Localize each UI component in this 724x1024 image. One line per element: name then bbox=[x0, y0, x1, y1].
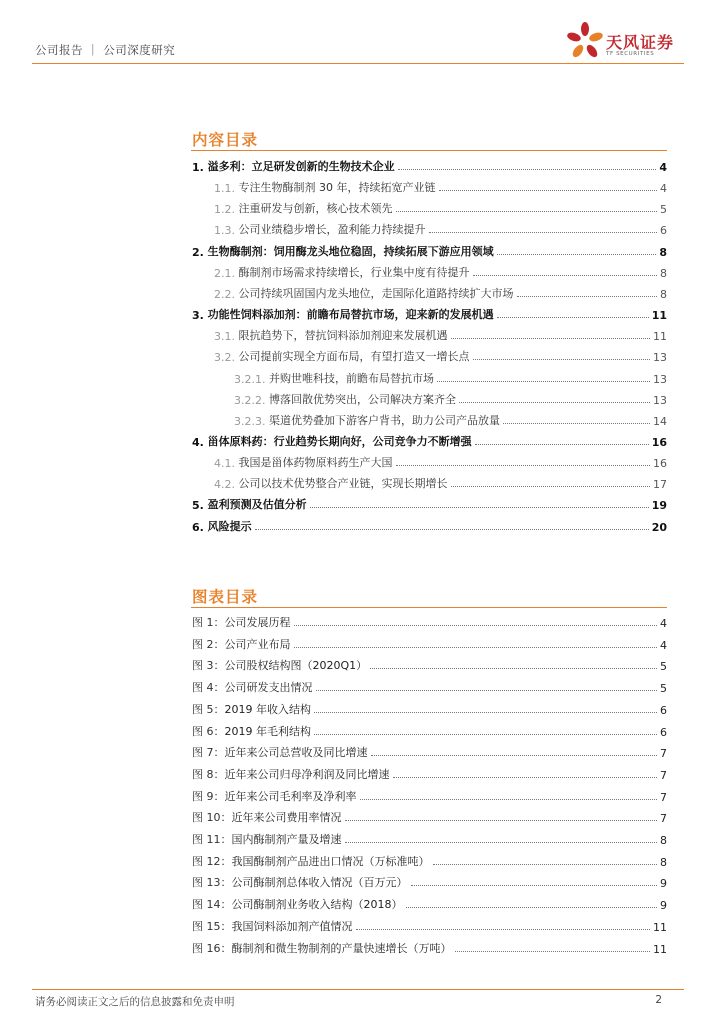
figure-entry[interactable] bbox=[192, 938, 667, 956]
toc-entry[interactable] bbox=[214, 325, 667, 343]
dot-leader bbox=[459, 402, 650, 403]
figure-entry[interactable] bbox=[192, 786, 667, 804]
entry-label: 近年来公司归母净利润及同比增速 bbox=[224, 767, 390, 781]
entry-page: 11 bbox=[651, 309, 667, 323]
dot-leader bbox=[406, 907, 658, 908]
logo-name: 天风证券 bbox=[606, 33, 675, 52]
toc-title-divider bbox=[191, 150, 667, 151]
company-logo bbox=[566, 20, 690, 62]
entry-page: 8 bbox=[660, 266, 667, 280]
entry-num: 3.2. bbox=[214, 351, 239, 365]
dot-leader bbox=[345, 842, 658, 843]
logo-subtitle: TF SECURITIES bbox=[606, 51, 655, 57]
footer-divider bbox=[32, 989, 684, 990]
toc-entry[interactable] bbox=[192, 494, 667, 512]
dot-leader bbox=[503, 423, 650, 424]
toc-entry[interactable] bbox=[214, 283, 667, 301]
toc-entry[interactable] bbox=[192, 516, 667, 534]
dot-leader bbox=[396, 465, 651, 466]
entry-num: 图 15： bbox=[192, 919, 232, 933]
entry-num: 4.1. bbox=[214, 457, 239, 471]
dot-leader bbox=[451, 338, 651, 339]
entry-label: 2019 年收入结构 bbox=[224, 702, 311, 716]
figure-entry[interactable] bbox=[192, 742, 667, 760]
entry-page: 4 bbox=[660, 617, 667, 630]
entry-label: 功能性饲料添加剂：前瞻布局替抗市场，迎来新的发展机遇 bbox=[207, 308, 494, 322]
entry-label: 盈利预测及估值分析 bbox=[207, 498, 307, 512]
toc-title: 内容目录 bbox=[192, 131, 259, 149]
toc-entry[interactable] bbox=[234, 368, 667, 386]
report-type-header: 公司报告 ｜ 公司深度研究 bbox=[35, 43, 176, 57]
dot-leader bbox=[370, 668, 657, 669]
entry-num: 图 9： bbox=[192, 789, 225, 803]
dot-leader bbox=[393, 777, 658, 778]
entry-page: 4 bbox=[660, 638, 667, 652]
entry-num: 图 16： bbox=[192, 941, 232, 955]
entry-num: 2. bbox=[192, 245, 208, 259]
entry-num: 图 13： bbox=[192, 876, 232, 890]
entry-label: 风险提示 bbox=[207, 519, 252, 533]
dot-leader bbox=[360, 799, 658, 800]
entry-num: 1.1. bbox=[214, 182, 239, 196]
figure-entry[interactable] bbox=[192, 677, 667, 695]
entry-num: 1. bbox=[192, 161, 208, 174]
entry-page: 5 bbox=[660, 203, 667, 217]
toc-entry[interactable] bbox=[214, 452, 667, 470]
toc-entry[interactable] bbox=[234, 410, 667, 428]
footer-disclaimer: 请务必阅读正文之后的信息披露和免责申明 bbox=[35, 996, 235, 1008]
dot-leader bbox=[497, 317, 649, 318]
entry-page: 8 bbox=[659, 245, 667, 259]
page-number: 2 bbox=[655, 994, 662, 1006]
entry-label: 近年来公司费用率情况 bbox=[231, 811, 342, 825]
entry-label: 公司以技术优势整合产业链，实现长期增长 bbox=[238, 477, 448, 491]
entry-page: 14 bbox=[653, 414, 667, 428]
figure-entry[interactable] bbox=[192, 721, 667, 739]
figure-entry[interactable] bbox=[192, 894, 667, 912]
dot-leader bbox=[310, 507, 649, 508]
entry-page: 7 bbox=[660, 812, 667, 826]
dot-leader bbox=[517, 296, 658, 297]
entry-page: 8 bbox=[660, 834, 667, 847]
entry-page: 17 bbox=[653, 478, 667, 492]
entry-label: 溢多利：立足研发创新的生物技术企业 bbox=[207, 160, 395, 173]
entry-num: 1.3. bbox=[214, 224, 239, 238]
dot-leader bbox=[345, 820, 658, 821]
entry-num: 图 2： bbox=[192, 637, 225, 651]
entry-label: 近年来公司总营收及同比增速 bbox=[224, 746, 368, 760]
entry-page: 13 bbox=[653, 393, 667, 407]
entry-page: 4 bbox=[660, 182, 667, 196]
entry-page: 6 bbox=[660, 224, 667, 238]
figure-entry[interactable] bbox=[192, 655, 667, 673]
entry-num: 2.1. bbox=[214, 266, 239, 280]
entry-label: 酶制剂市场需求持续增长，行业集中度有待提升 bbox=[238, 265, 470, 279]
dot-leader bbox=[437, 381, 650, 382]
entry-label: 2019 年毛利结构 bbox=[224, 724, 311, 738]
toc-entry[interactable] bbox=[192, 431, 667, 449]
entry-num: 图 1： bbox=[192, 616, 225, 629]
toc-entry[interactable] bbox=[214, 346, 667, 364]
figures-title: 图表目录 bbox=[192, 588, 259, 606]
dot-leader bbox=[475, 444, 649, 445]
figure-entry[interactable] bbox=[192, 764, 667, 782]
figure-entry[interactable] bbox=[192, 612, 667, 630]
dot-leader bbox=[411, 885, 658, 886]
entry-page: 13 bbox=[653, 372, 667, 386]
figure-entry[interactable] bbox=[192, 807, 667, 825]
dot-leader bbox=[451, 486, 651, 487]
toc-entry[interactable] bbox=[192, 304, 667, 322]
toc-entry[interactable] bbox=[214, 219, 667, 237]
entry-num: 图 5： bbox=[192, 702, 225, 716]
entry-num: 4.2. bbox=[214, 478, 239, 492]
figure-entry[interactable] bbox=[192, 829, 667, 847]
figure-entry[interactable] bbox=[192, 872, 667, 890]
entry-num: 3.2.2. bbox=[234, 393, 269, 407]
dot-leader bbox=[473, 359, 651, 360]
toc-entry[interactable] bbox=[234, 389, 667, 407]
dot-leader bbox=[439, 190, 658, 191]
entry-label: 近年来公司毛利率及净利率 bbox=[224, 789, 357, 803]
entry-label: 博落回散优势突出，公司解决方案齐全 bbox=[268, 392, 456, 406]
entry-label: 专注生物酶制剂 30 年，持续拓宽产业链 bbox=[238, 181, 436, 195]
entry-num: 3.2.1. bbox=[234, 372, 269, 386]
entry-num: 5. bbox=[192, 499, 208, 513]
entry-page: 7 bbox=[660, 768, 667, 782]
dot-leader bbox=[433, 864, 658, 865]
entry-page: 8 bbox=[660, 855, 667, 869]
entry-num: 图 4： bbox=[192, 681, 225, 695]
figure-entry[interactable] bbox=[192, 916, 667, 934]
entry-page: 11 bbox=[653, 330, 667, 344]
entry-label: 酶制剂和微生物制剂的产量快速增长（万吨） bbox=[231, 941, 452, 955]
entry-page: 11 bbox=[653, 920, 667, 934]
dot-leader bbox=[294, 647, 658, 648]
entry-page: 11 bbox=[653, 942, 667, 956]
entry-label: 公司产业布局 bbox=[224, 637, 291, 651]
entry-label: 限抗趋势下，替抗饲料添加剂迎来发展机遇 bbox=[238, 329, 448, 343]
entry-page: 20 bbox=[651, 520, 667, 534]
dot-leader bbox=[398, 169, 657, 170]
entry-page: 7 bbox=[660, 747, 667, 761]
entry-label: 公司业绩稳步增长，盈利能力持续提升 bbox=[238, 223, 426, 237]
entry-num: 图 8： bbox=[192, 767, 225, 781]
entry-num: 2.2. bbox=[214, 287, 239, 301]
dot-leader bbox=[356, 929, 651, 930]
entry-page: 5 bbox=[660, 682, 667, 696]
figure-entry[interactable] bbox=[192, 699, 667, 717]
figure-entry[interactable] bbox=[192, 851, 667, 869]
figure-entry[interactable] bbox=[192, 634, 667, 652]
dot-leader bbox=[473, 275, 658, 276]
entry-page: 6 bbox=[660, 703, 667, 717]
entry-label: 生物酶制剂：饲用酶龙头地位稳固，持续拓展下游应用领域 bbox=[207, 244, 494, 258]
entry-num: 图 3： bbox=[192, 659, 225, 673]
entry-page: 9 bbox=[660, 899, 667, 913]
entry-num: 图 6： bbox=[192, 724, 225, 738]
entry-page: 8 bbox=[660, 287, 667, 301]
entry-page: 19 bbox=[651, 499, 667, 513]
dot-leader bbox=[316, 690, 658, 691]
entry-label: 我国是甾体药物原料药生产大国 bbox=[238, 456, 393, 470]
entry-page: 6 bbox=[660, 725, 667, 739]
entry-num: 图 10： bbox=[192, 811, 232, 825]
entry-num: 1.2. bbox=[214, 203, 239, 217]
entry-label: 并购世唯科技，前瞻布局替抗市场 bbox=[268, 371, 434, 385]
dot-leader bbox=[429, 232, 658, 233]
entry-num: 3. bbox=[192, 309, 208, 323]
toc-entry[interactable] bbox=[214, 177, 667, 195]
entry-num: 3.1. bbox=[214, 330, 239, 344]
entry-label: 甾体原料药：行业趋势长期向好，公司竞争力不断增强 bbox=[207, 434, 472, 448]
entry-label: 公司酶制剂业务收入结构（2018） bbox=[231, 898, 403, 912]
dot-leader bbox=[396, 211, 658, 212]
dot-leader bbox=[314, 712, 657, 713]
dot-leader bbox=[455, 951, 651, 952]
toc-entry[interactable] bbox=[214, 262, 667, 280]
entry-page: 7 bbox=[660, 790, 667, 804]
entry-label: 公司研发支出情况 bbox=[224, 681, 313, 695]
toc-entry[interactable] bbox=[214, 473, 667, 491]
entry-label: 公司酶制剂总体收入情况（百万元） bbox=[231, 876, 408, 890]
entry-num: 图 12： bbox=[192, 854, 232, 868]
entry-label: 我国酶制剂产品进出口情况（万标准吨） bbox=[231, 854, 430, 868]
dot-leader bbox=[294, 625, 658, 626]
entry-num: 图 7： bbox=[192, 746, 225, 760]
entry-page: 9 bbox=[660, 877, 667, 891]
entry-label: 公司股权结构图（2020Q1） bbox=[224, 659, 368, 673]
entry-page: 5 bbox=[660, 660, 667, 674]
toc-entry[interactable] bbox=[192, 241, 667, 259]
entry-num: 图 14： bbox=[192, 898, 232, 912]
entry-label: 公司持续巩固国内龙头地位，走国际化道路持续扩大市场 bbox=[238, 286, 514, 300]
dot-leader bbox=[497, 254, 657, 255]
entry-label: 公司发展历程 bbox=[224, 616, 291, 629]
entry-page: 13 bbox=[653, 351, 667, 365]
entry-page: 16 bbox=[653, 457, 667, 471]
entry-label: 渠道优势叠加下游客户背书，助力公司产品放量 bbox=[268, 413, 500, 427]
entry-num: 图 11： bbox=[192, 833, 232, 846]
entry-label: 注重研发与创新，核心技术领先 bbox=[238, 202, 393, 216]
entry-page: 4 bbox=[659, 161, 667, 174]
entry-page: 16 bbox=[651, 435, 667, 449]
entry-num: 4. bbox=[192, 435, 208, 449]
entry-num: 6. bbox=[192, 520, 208, 534]
entry-label: 国内酶制剂产量及增速 bbox=[231, 833, 342, 846]
entry-label: 我国饲料添加剂产值情况 bbox=[231, 919, 353, 933]
header-divider bbox=[32, 63, 684, 64]
figures-title-divider bbox=[191, 607, 667, 608]
dot-leader bbox=[314, 734, 657, 735]
petal-flower-logo-icon bbox=[566, 20, 604, 62]
dot-leader bbox=[371, 755, 658, 756]
toc-entry[interactable] bbox=[214, 198, 667, 216]
entry-label: 公司提前实现全方面布局，有望打造又一增长点 bbox=[238, 350, 470, 364]
toc-entry[interactable] bbox=[192, 156, 667, 174]
dot-leader bbox=[255, 529, 649, 530]
entry-num: 3.2.3. bbox=[234, 414, 269, 428]
